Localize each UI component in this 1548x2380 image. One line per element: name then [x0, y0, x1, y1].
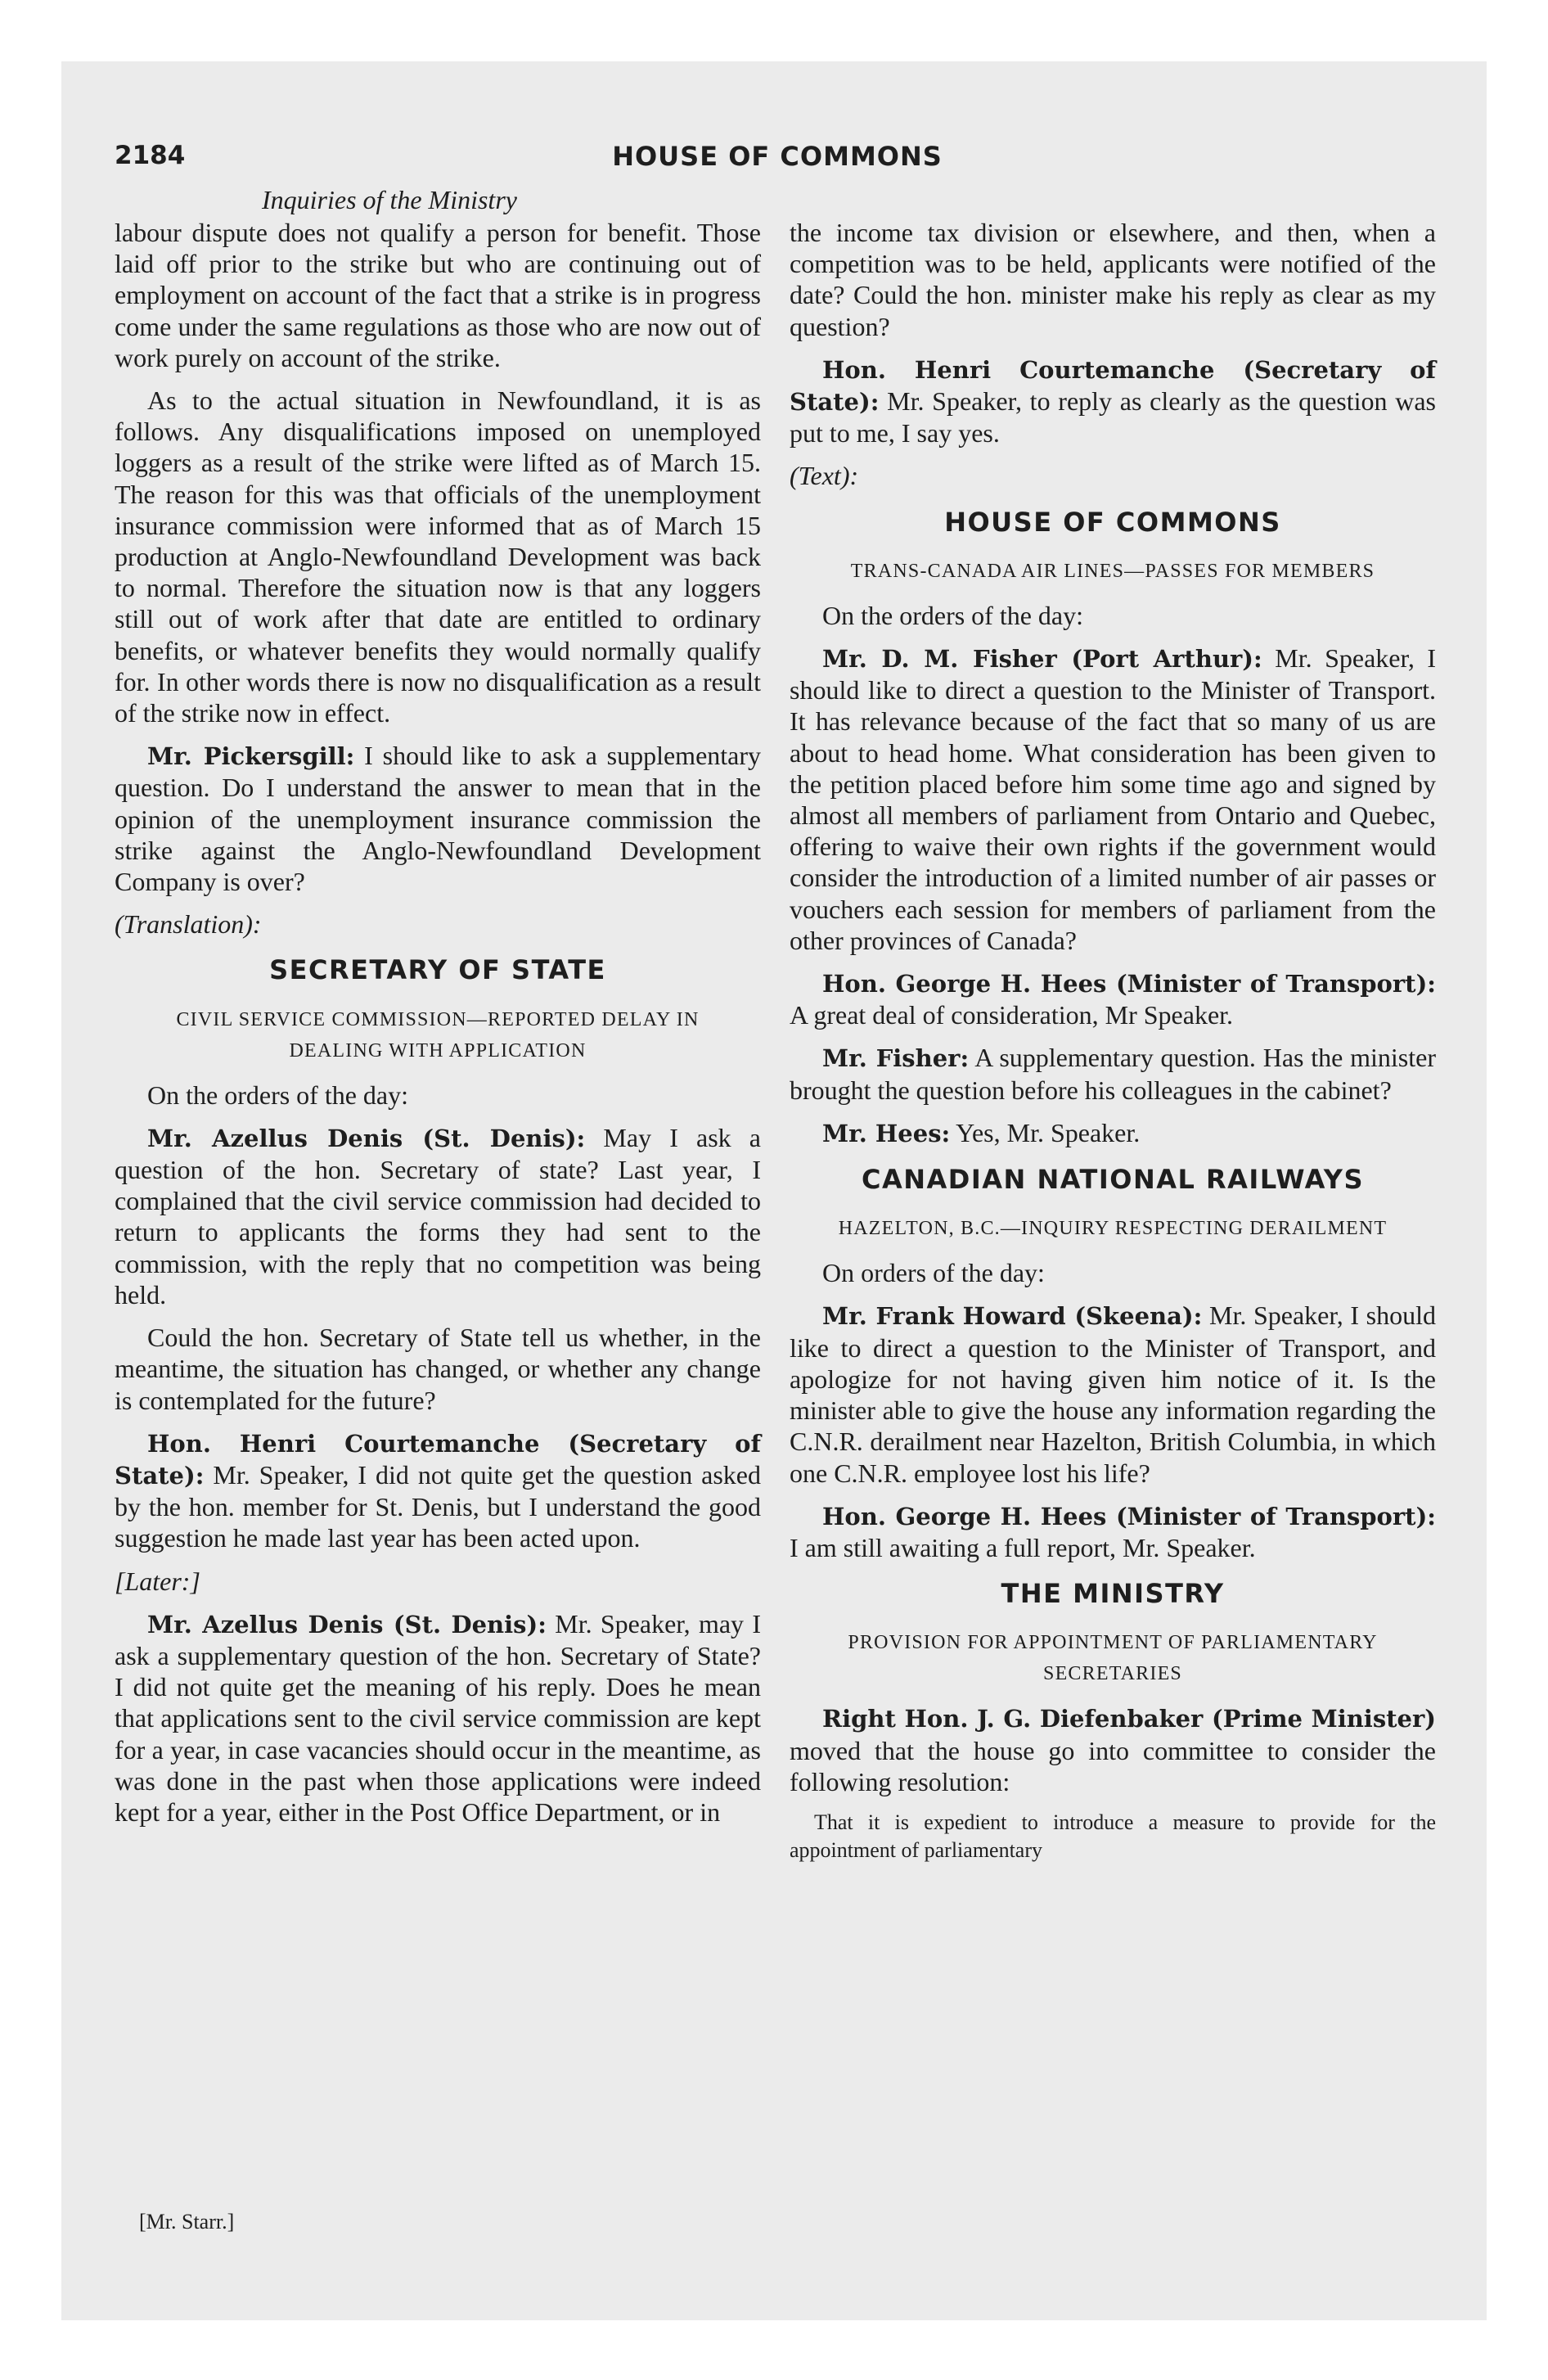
resolution-quote: That it is expedient to introduce a measure to provide for the appointment of parliamentary	[790, 1810, 1436, 1862]
paragraph: On the orders of the day:	[147, 1080, 409, 1110]
speaker: Mr. Hees:	[822, 1119, 951, 1147]
paragraph: the income tax division or elsewhere, and then, when a competition was to be held, applicants were notified of the date? Could the hon. minister make his reply as clear as my question?	[790, 218, 1436, 341]
speech: Mr. D. M. Fisher (Port Arthur): Mr. Speaker, I should like to direct a question to the Minister of Transport. It has relevance because of the fact that so many of us are about to head home. What consideration has been given to the petition placed before him some time ago and signed by almost all members of parliament from Ontario and Quebec, offering to waive their own rights if the government would consider the introduction of a limited number of air passes or vouchers each session for members of parliament from the other provinces of Canada?	[790, 643, 1437, 955]
speech: Hon. George H. Hees (Minister of Transport): I am still awaiting a full report, Mr. Speaker.	[790, 1502, 1436, 1562]
speech: Right Hon. J. G. Diefenbaker (Prime Minister) moved that the house go into committee to consider the following resolution:	[790, 1705, 1436, 1796]
section-subhead: Inquiries of the Ministry	[262, 185, 517, 214]
section-heading: CANADIAN NATIONAL RAILWAYS	[861, 1164, 1365, 1196]
speech: Mr. Azellus Denis (St. Denis): Mr. Speaker, may I ask a supplementary question of the hon. Secretary of State? I did not quite get the meaning of his reply. Does he mean that applications sent to the civil service commission are kept for a year, in case vacancies should occur in the meantime, as was done in the past when those applications were indeed kept for a year, either in the Post Office Department, or in	[115, 1608, 762, 1827]
subsection-heading: PROVISION FOR APPOINTMENT OF PARLIAMENTARY SECRETARIES	[848, 1632, 1378, 1685]
footer-catchword: [Mr. Starr.]	[139, 2210, 235, 2234]
speech: Mr. Frank Howard (Skeena): Mr. Speaker, I should like to direct a question to the Minister of Transport, and apologize for not having given him notice of it. Is the minister able to give the house any information regarding the C.N.R. derailment near Hazelton, British Columbia, in which one C.N.R. employee lost his life?	[790, 1300, 1437, 1488]
speaker: Right Hon. J. G. Diefenbaker (Prime Minister)	[822, 1705, 1436, 1733]
left-column	[115, 217, 761, 1839]
section-heading: THE MINISTRY	[1001, 1578, 1225, 1610]
paragraph: As to the actual situation in Newfoundland, it is as follows. Any disqualifications imposed on unemployed loggers as a result of the strike were lifted as of March 15. The reason for this was that officials of the unemployment insurance commission were informed that as of March 15 production at Anglo-Newfoundland Development was back to normal. Therefore the situation now is that any loggers still out of work after that date are entitled to ordinary benefits, or whatever benefits they would normally qualify for. In other words there is now no disqualification as a result of the strike now in effect.	[115, 385, 761, 728]
subsection-heading: CIVIL SERVICE COMMISSION—REPORTED DELAY IN DEALING WITH APPLICATION	[176, 1008, 700, 1062]
speech: Mr. Azellus Denis (St. Denis): May I ask a question of the hon. Secretary of state? Last year, I complained that the civil service commission had decided to return to applicants the forms they had sent to the commission, with the reply that no competition was being held.	[115, 1122, 761, 1309]
speaker: Mr. Azellus Denis (St. Denis):	[147, 1124, 586, 1152]
paragraph: Could the hon. Secretary of State tell us whether, in the meantime, the situation has changed, or whether any change is contemplated for the future?	[115, 1323, 761, 1415]
paragraph: On the orders of the day:	[822, 600, 1084, 630]
page-header	[115, 137, 1440, 187]
speaker: Mr. Fisher:	[822, 1044, 970, 1073]
text-tag: (Text):	[790, 461, 859, 491]
running-head: HOUSE OF COMMONS	[612, 141, 943, 172]
speaker: Hon. Henri Courtemanche (Secretary of State):	[115, 1429, 761, 1490]
speaker: Hon. Henri Courtemanche (Secretary of State):	[790, 355, 1436, 417]
paragraph: labour dispute does not qualify a person for benefit. Those laid off prior to the strike but who are continuing out of employment on account of the fact that a strike is in progress come under the same regulations as those who are now out of work purely on account of the strike.	[115, 218, 761, 372]
speaker: Mr. Azellus Denis (St. Denis):	[147, 1610, 547, 1639]
section-heading: SECRETARY OF STATE	[269, 954, 606, 986]
speech: Mr. Fisher: A supplementary question. Has the minister brought the question before his colleagues in the cabinet?	[790, 1043, 1437, 1105]
speech: Hon. Henri Courtemanche (Secretary of State): Mr. Speaker, to reply as clearly as the question was put to me, I say yes.	[790, 355, 1437, 449]
subsection-heading: TRANS-CANADA AIR LINES—PASSES FOR MEMBERS	[850, 560, 1375, 582]
speaker: Mr. Frank Howard (Skeena):	[822, 1302, 1203, 1331]
right-column	[790, 217, 1436, 1876]
speech: Mr. Pickersgill: I should like to ask a supplementary question. Do I understand the answer to mean that in the opinion of the unemployment insurance commission the strike against the Anglo-Newfoundland Development Company is over?	[115, 741, 762, 897]
later-tag: [Later:]	[115, 1566, 200, 1596]
speaker: Mr. Pickersgill:	[147, 742, 355, 771]
translation-tag: (Translation):	[115, 909, 262, 940]
speech: Mr. Hees: Yes, Mr. Speaker.	[822, 1117, 1141, 1147]
speech: Hon. Henri Courtemanche (Secretary of State): Mr. Speaker, I did not quite get the question asked by the hon. member for St. Denis, but I understand the good suggestion he made last year has been acted upon.	[115, 1429, 762, 1553]
paragraph: On orders of the day:	[822, 1258, 1045, 1288]
section-heading: HOUSE OF COMMONS	[944, 506, 1281, 538]
speaker: Hon. George H. Hees (Minister of Transport):	[822, 970, 1436, 998]
subsection-heading: HAZELTON, B.C.—INQUIRY RESPECTING DERAILMENT	[838, 1218, 1388, 1240]
speaker: Mr. D. M. Fisher (Port Arthur):	[822, 645, 1262, 674]
speaker: Hon. George H. Hees (Minister of Transport):	[822, 1502, 1436, 1530]
page-number: 2184	[115, 141, 186, 170]
speech: Hon. George H. Hees (Minister of Transport): A great deal of consideration, Mr Speaker.	[790, 970, 1436, 1030]
